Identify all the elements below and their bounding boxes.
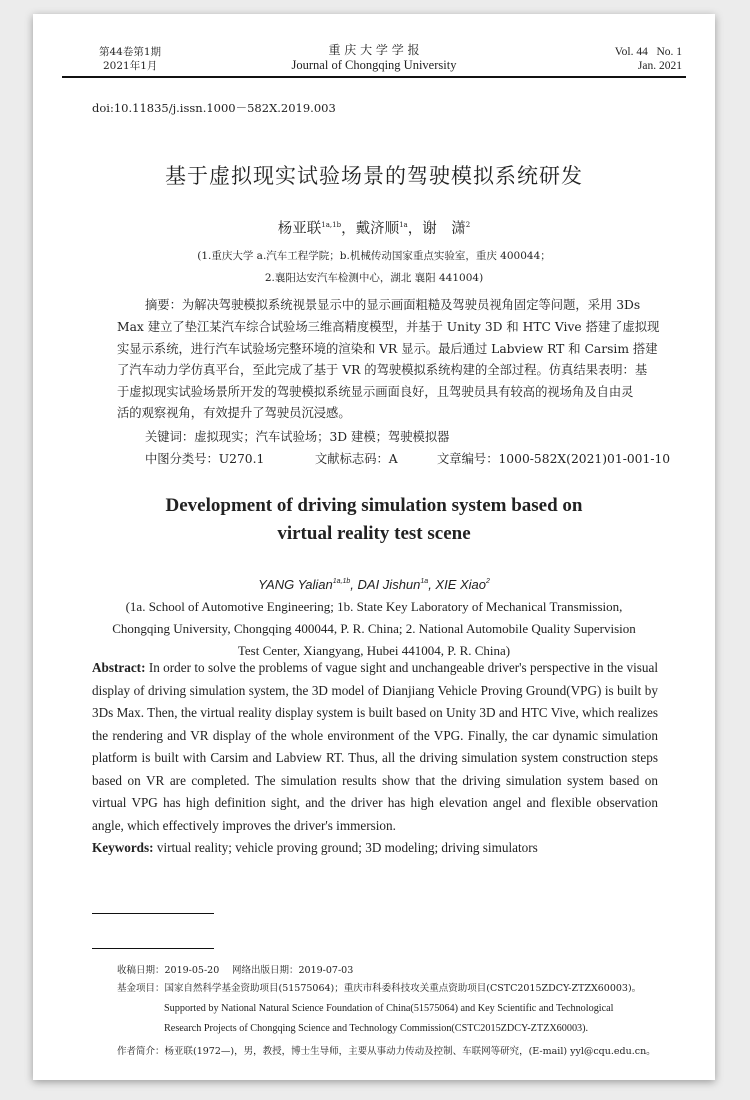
abstract-en-line: 3Ds Max. Then, the virtual reality display system is built based on Unity 3D and HTC Vive, which realizes [92,705,658,720]
document-code: 文献标志码：A [315,452,398,466]
abstract-label: Abstract: [92,660,146,675]
abstract-cn-line: 了汽车动力学仿真平台，至此完成了基于 VR 的驾驶模拟系统构建的全部过程。仿真结果表明：基 [117,363,648,377]
abstract-en-line: angle, which effectively improves the driver's immersion. [92,818,396,833]
journal-name: 重 庆 大 学 学 报 Journal of Chongqing University [291,43,457,72]
abstract-cn-line: 活的观察视角，有效提升了驾驶员沉浸感。 [117,406,351,420]
abstract-cn-line: 摘要：为解决驾驶模拟系统视景显示中的显示画面粗糙及驾驶员视角固定等问题，采用 3Ds [145,298,641,312]
abstract-en-line: based on VR are completed. The simulation results show that the driving simulation system based on [92,773,658,788]
abstract-en-line: virtual VPG has high definition sight, and the driver has high elevation angel and flexible observation [92,795,658,810]
abstract-cn-line: Max 建立了垫江某汽车综合试验场三维高精度模型，并基于 Unity 3D 和 HTC Vive 搭建了虚拟现 [117,320,660,334]
fund-en: Supported by National Natural Science Foundation of China(51575064) and Key Scientific and Technological Research Projects of Chongqing Science and Technology Commission(CSTC2015ZDCY-ZTZX60003). [164,1003,614,1034]
keywords-en: Keywords: virtual reality; vehicle proving ground; 3D modeling; driving simulators [92,840,538,855]
title-cn: 基于虚拟现实试验场景的驾驶模拟系统研发 [165,164,583,188]
paper-page [33,14,715,1080]
authors-cn: 杨亚联$^{1a,1b}$，戴济顺$^{1a}$，谢 潇$^2$ [277,221,471,237]
author-bio: 作者简介：杨亚联(1972—)，男，教授，博士生导师，主要从事动力传动及控制、车联网等研究，(E-mail) yyl@cqu.edu.cn。 [117,1046,656,1057]
footnote-rule [92,948,214,949]
fund-cn: 基金项目：国家自然科学基金资助项目(51575064)；重庆市科委科技攻关重点资助项目(CSTC2015ZDCY-ZTZX60003)。 [117,983,642,994]
affiliations-cn: (1.重庆大学 a.汽车工程学院；b.机械传动国家重点实验室，重庆 400044； 2.襄阳达安汽车检测中心，湖北 襄阳 441004) [197,250,551,284]
header-volume-cn: 第44卷第1期 2021年1月 [99,46,162,72]
abstract-en-line: the rendering and VR display of the whole environment of the VPG. Finally, the car dynamic simulation [92,728,658,743]
abstract-en-line: platform is built with Carsim and Labview RT. Thus, all the driving simulation system construction steps [92,750,658,765]
online-date: 网络出版日期：2019-07-03 [232,965,354,976]
abstract-cn-line: 于虚拟现实试验场景所开发的驾驶模拟系统显示画面良好，且驾驶员具有较高的视场角及自由灵 [117,385,634,399]
doi: doi:10.11835/j.issn.1000－582X.2019.003 [92,101,336,115]
header-rule [62,76,686,78]
abstract-en-line: Abstract: In order to solve the problems of vague sight and unchangeable driver's perspective in the visual [92,660,658,675]
keywords-cn: 关键词：虚拟现实；汽车试验场；3D 建模；驾驶模拟器 [145,430,450,444]
header-volume-en: Vol. 44 No. 1 Jan. 2021 [614,46,682,72]
authors-en: YANG Yalian$^{1a,1b}$, DAI Jishun$^{1a}$, XIE Xiao$^2$ [258,577,490,592]
abstract-cn-line: 实显示系统，进行汽车试验场完整环境的渲染和 VR 显示。最后通过 Labview RT 和 Carsim 搭建 [117,342,658,356]
abstract-en-line: display of driving simulation system, the 3D model of Dianjiang Vehicle Proving Ground(VPG) is built by [92,683,658,698]
title-en: Development of driving simulation system based on virtual reality test scene [165,495,583,544]
clc-number: 中图分类号：U270.1 [145,452,265,466]
footnote-rule [92,913,214,914]
affiliations-en: (1a. School of Automotive Engineering; 1b. State Key Laboratory of Mechanical Transmission, Chongqing University, Chongqing 400044, P. R. China; 2. National Automobile Quality Supervision Test Center, Xiangyang, Hubei 441004, P. R. China) [112,599,636,658]
article-number: 文章编号：1000-582X(2021)01-001-10 [437,452,671,466]
received-date: 收稿日期：2019-05-20 [117,965,220,976]
